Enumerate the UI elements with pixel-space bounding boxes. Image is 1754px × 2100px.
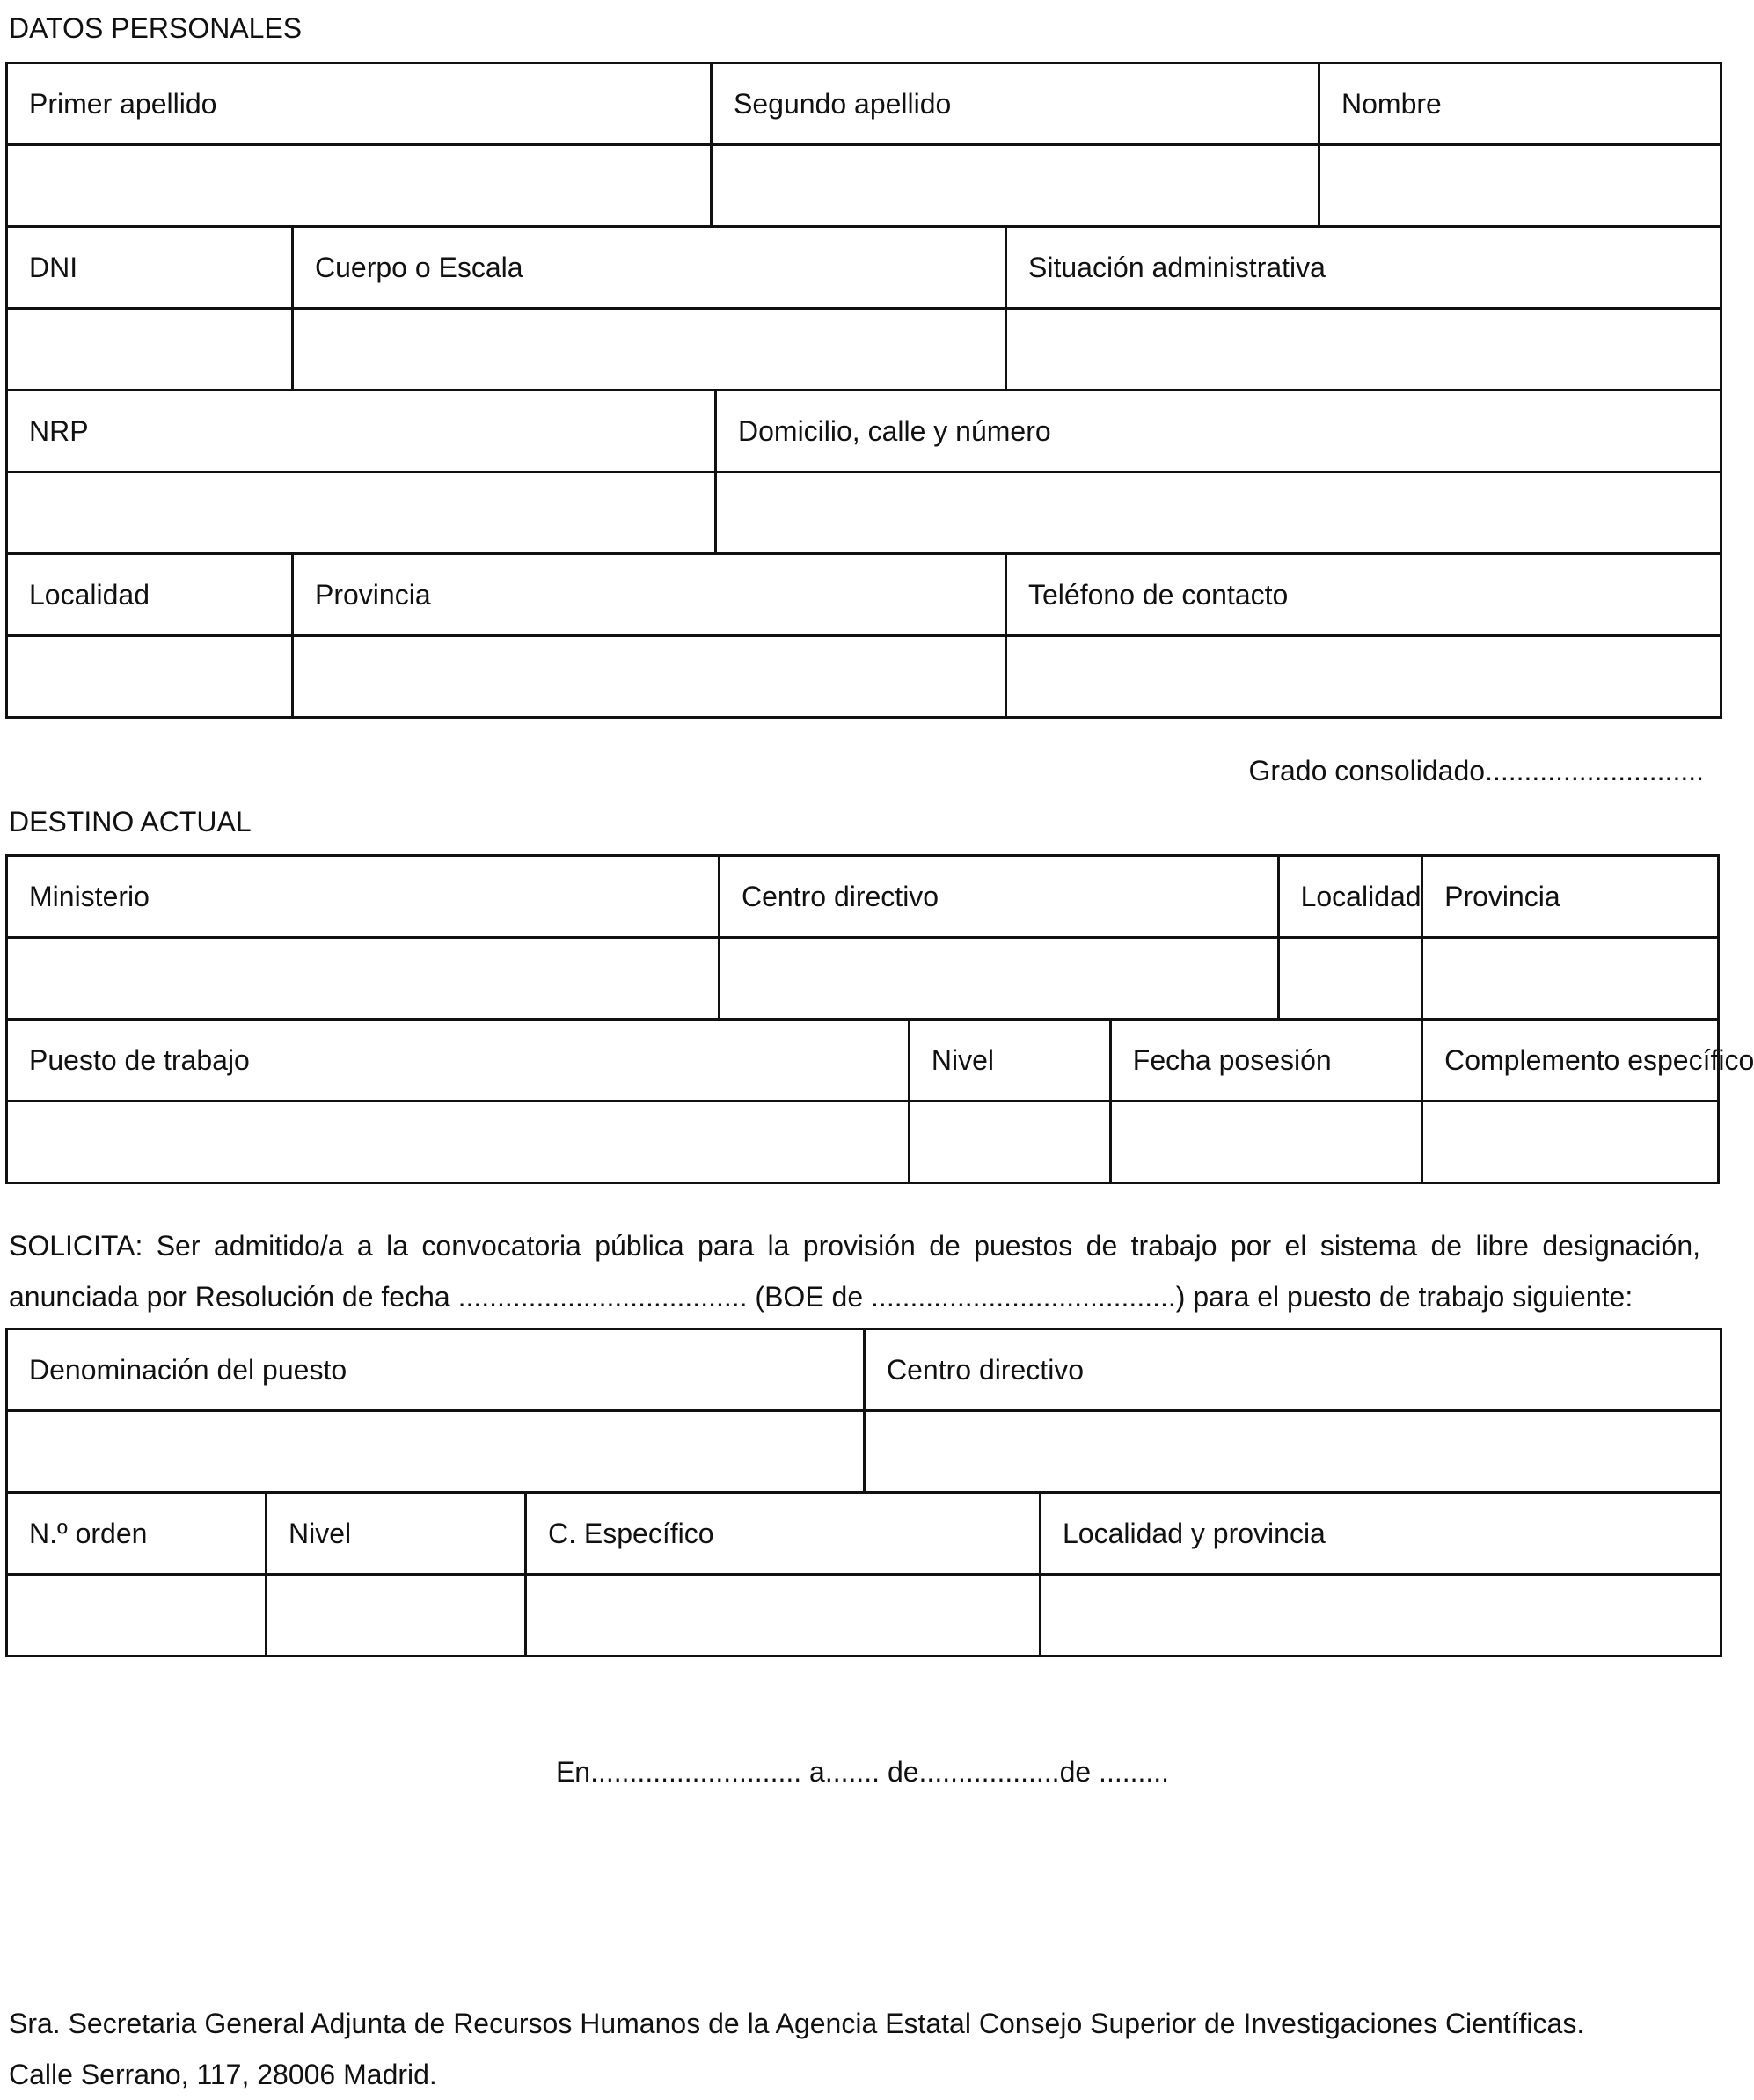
destinatario-block bbox=[9, 1998, 1584, 2100]
destino-actual-table bbox=[5, 854, 1754, 1184]
field-provincia-destino[interactable] bbox=[1422, 938, 1719, 1020]
field-situacion-administrativa[interactable] bbox=[1006, 309, 1721, 391]
label-nrp: NRP bbox=[7, 391, 716, 472]
field-nrp[interactable] bbox=[7, 472, 716, 554]
label-localidad-provincia: Localidad y provincia bbox=[1041, 1493, 1721, 1575]
label-complemento-especifico: Complemento específico bbox=[1422, 1020, 1719, 1101]
field-numero-orden[interactable] bbox=[7, 1575, 267, 1657]
field-segundo-apellido[interactable] bbox=[712, 145, 1319, 227]
field-fecha-posesion[interactable] bbox=[1110, 1101, 1421, 1183]
label-ministerio: Ministerio bbox=[7, 856, 720, 938]
label-provincia: Provincia bbox=[293, 554, 1006, 636]
label-nombre: Nombre bbox=[1319, 63, 1721, 145]
label-centro-directivo: Centro directivo bbox=[720, 856, 1279, 938]
label-numero-orden: N.º orden bbox=[7, 1493, 267, 1575]
field-provincia[interactable] bbox=[293, 636, 1006, 718]
grado-consolidado-line: Grado consolidado............................ bbox=[1248, 755, 1704, 787]
label-puesto-trabajo: Puesto de trabajo bbox=[7, 1020, 910, 1101]
field-centro-directivo-solicitado[interactable] bbox=[865, 1411, 1721, 1493]
field-telefono[interactable] bbox=[1006, 636, 1721, 718]
field-centro-directivo[interactable] bbox=[720, 938, 1279, 1020]
label-fecha-posesion: Fecha posesión bbox=[1110, 1020, 1421, 1101]
label-centro-directivo-solicitado: Centro directivo bbox=[865, 1329, 1721, 1411]
label-dni: DNI bbox=[7, 227, 293, 309]
field-primer-apellido[interactable] bbox=[7, 145, 712, 227]
field-localidad-destino[interactable] bbox=[1278, 938, 1422, 1020]
field-puesto-trabajo[interactable] bbox=[7, 1101, 910, 1183]
label-primer-apellido: Primer apellido bbox=[7, 63, 712, 145]
label-segundo-apellido: Segundo apellido bbox=[712, 63, 1319, 145]
label-nivel-solicitado: Nivel bbox=[267, 1493, 526, 1575]
field-dni[interactable] bbox=[7, 309, 293, 391]
destinatario-line-2: Calle Serrano, 117, 28006 Madrid. bbox=[9, 2059, 437, 2090]
label-cuerpo-escala: Cuerpo o Escala bbox=[293, 227, 1006, 309]
solicita-paragraph: SOLICITA: Ser admitido/a a la convocatoria pública para la provisión de puestos de trabajo por el sistema de libre designación, anunciada por Resolución de fecha ..................................... (BOE de .......................................) para el puesto de trabajo siguiente: bbox=[9, 1230, 1700, 1313]
fecha-lugar-line: En........................... a....... de..................de ......... bbox=[555, 1756, 1170, 1788]
field-nombre[interactable] bbox=[1319, 145, 1721, 227]
field-localidad-provincia[interactable] bbox=[1041, 1575, 1721, 1657]
field-domicilio[interactable] bbox=[716, 472, 1721, 554]
field-ministerio[interactable] bbox=[7, 938, 720, 1020]
field-c-especifico[interactable] bbox=[526, 1575, 1041, 1657]
label-situacion-administrativa: Situación administrativa bbox=[1006, 227, 1721, 309]
label-telefono: Teléfono de contacto bbox=[1006, 554, 1721, 636]
destinatario-line-1: Sra. Secretaria General Adjunta de Recursos Humanos de la Agencia Estatal Consejo Superior de Investigaciones Científicas. bbox=[9, 2008, 1585, 2039]
puesto-solicitado-table bbox=[5, 1328, 1722, 1657]
label-domicilio: Domicilio, calle y número bbox=[716, 391, 1721, 472]
label-c-especifico: C. Específico bbox=[526, 1493, 1041, 1575]
field-nivel-solicitado[interactable] bbox=[267, 1575, 526, 1657]
label-localidad-destino: Localidad bbox=[1278, 856, 1422, 938]
field-nivel-destino[interactable] bbox=[909, 1101, 1110, 1183]
field-complemento-especifico[interactable] bbox=[1422, 1101, 1719, 1183]
field-cuerpo-escala[interactable] bbox=[293, 309, 1006, 391]
label-localidad: Localidad bbox=[7, 554, 293, 636]
datos-personales-table bbox=[5, 62, 1722, 719]
section-heading-destino-actual: DESTINO ACTUAL bbox=[9, 806, 252, 838]
label-denominacion-puesto: Denominación del puesto bbox=[7, 1329, 865, 1411]
section-heading-datos-personales: DATOS PERSONALES bbox=[9, 12, 303, 44]
field-denominacion-puesto[interactable] bbox=[7, 1411, 865, 1493]
label-provincia-destino: Provincia bbox=[1422, 856, 1719, 938]
field-localidad[interactable] bbox=[7, 636, 293, 718]
label-nivel-destino: Nivel bbox=[909, 1020, 1110, 1101]
